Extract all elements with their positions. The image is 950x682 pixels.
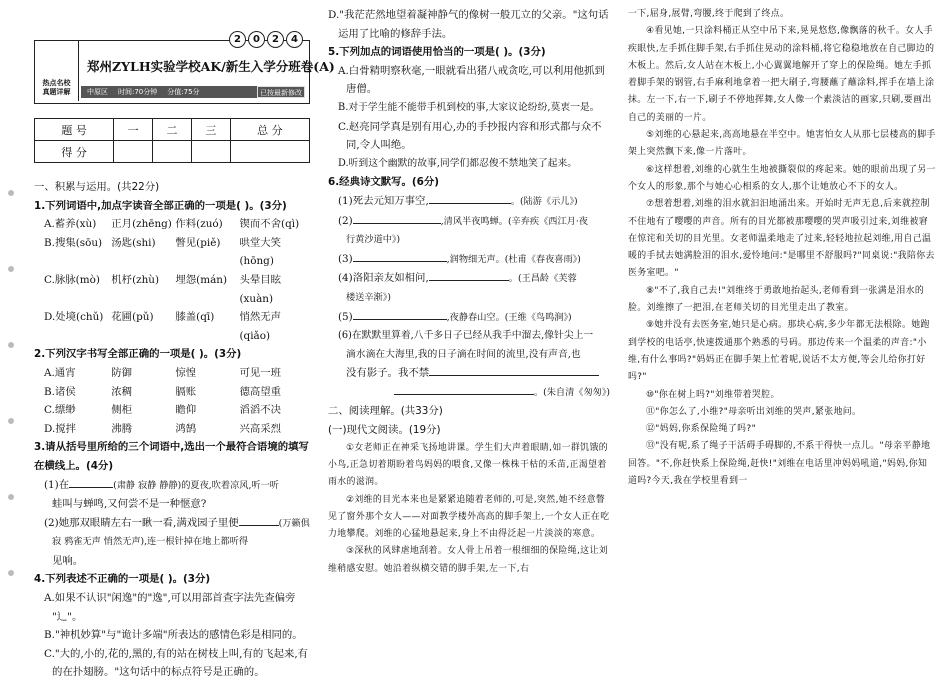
paragraph: ⑨她并没有去医务室,她只是心病。那块心病,多少年都无法根除。她跑到学校的电话亭,快速拨通那个熟悉的号码。那边传来一个温柔的声音:"小维,有什么事吗?"妈妈正在脚手架上忙着呢,说话不太方便,等会儿给你打好吗?"	[628, 320, 930, 383]
answer-blank[interactable]	[353, 308, 447, 320]
score-header-cell: 二	[153, 119, 192, 141]
q4-option-c-cont: 的在扑翅膀。"这句话中的标点符号是正确的。	[52, 666, 265, 679]
exam-header	[34, 34, 335, 104]
q6-line3: (3) ,润物细无声。(杜甫《春夜喜雨》)	[328, 250, 610, 270]
q3-part2-cont: 寂 鸦雀无声 悄然无声),连一根针掉在地上都听得	[52, 536, 249, 548]
answer-blank[interactable]	[429, 364, 599, 376]
paragraph: ⑤刘维的心悬起来,高高地悬在半空中。她害怕女人从那七层楼高的脚手架上突然飘下来,像一片落叶。	[628, 130, 936, 158]
column-2	[318, 0, 618, 672]
q6-line2-cont: 行黄沙道中》)	[346, 234, 401, 246]
answer-blank[interactable]	[69, 476, 113, 488]
score-header-cell: 一	[114, 119, 153, 141]
q6-line2: (2) ,清风半夜鸣蝉。(辛弃疾《西江月·夜	[328, 212, 610, 232]
year-digit: 4	[286, 31, 303, 48]
reading-passage	[328, 440, 610, 578]
question-5: 5.下列加点的词语使用恰当的一项是( )。(3分)	[328, 46, 546, 59]
column-1	[34, 178, 310, 682]
q3-part1-cont: 蛙叫与蝉鸣,又何尝不是一种惬意?	[52, 498, 207, 511]
paragraph: ⑬"没有呢,系了绳子干活碍手碍脚的,不系干得快一点儿。"母亲平静地回答。"不,你赶快系上保险绳,赶快!"刘维在电话里冲妈妈吼道,"妈妈,你知道吗?今天,我在学校里看到一	[628, 441, 931, 487]
paragraph: ⑧"不了,我自己去!"刘维终于勇敢地抬起头,老师看到一张满是泪水的脸。刘维擦了一把泪,在老师关切的目光里走出了教室。	[628, 285, 925, 314]
district: 中原区	[87, 88, 108, 96]
section-heading: 二、阅读理解。(共33分)	[328, 405, 443, 418]
score-row-label: 得 分	[35, 141, 114, 163]
total-score: 分值:75分	[167, 88, 200, 96]
q6-line5: (5) ,夜静春山空。(王维《鸟鸣涧》)	[328, 308, 610, 328]
q5-option-c: C.赵亮同学真是别有用心,办的手抄报内容和形式都与众不	[338, 120, 602, 133]
question-2: 2.下列汉字书写全部正确的一项是( )。(3分)	[34, 348, 242, 361]
column-3	[618, 0, 950, 672]
q4-option-d-cont: 运用了比喻的修辞手法。	[338, 27, 453, 40]
q4-option-a-cont: "辶"。	[52, 610, 83, 623]
q1-options: A.蓄养(xù) 正月(zhēng) 作料(zuó) 锲而不舍(qì) B.搜集(sōu) 汤匙(shi) 瞥见(piě) 哄堂大笑(hōng) C.脉脉(mò) 机杼(zhù) 埋怨(mán) 头晕目眩(xuàn) D.处境(chǔ) 花圃(pǔ) 膝盖(qī) 悄然无声(qiǎo)	[44, 218, 300, 342]
exam-title: 郑州ZYLH实验学校AK/新生入学分班卷(A)	[87, 59, 335, 74]
q6-line6: (6)在默默里算着,八千多日子已经从我手中溜去,像针尖上一	[338, 330, 594, 342]
q6-line6-d: 。(朱自清《匆匆》)	[328, 383, 610, 403]
score-header-cell: 题 号	[35, 119, 114, 141]
q6-line4: (4)洛阳亲友如相问, 。(王昌龄《芙蓉	[328, 269, 610, 289]
q4-option-c: C."大的,小的,花的,黑的,有的站在树枝上叫,有的飞起来,有	[44, 647, 309, 660]
q3-part1: (1)在 (肃静 寂静 静静)的夏夜,吹着凉风,听一听	[34, 476, 310, 496]
header-tag: 热点名校 真题详解	[35, 41, 79, 101]
question-3: 3.请从括号里所给的三个词语中,选出一个最符合语境的填写在横线上。(4分)	[34, 441, 309, 472]
question-6: 6.经典诗文默写。(6分)	[328, 176, 440, 189]
q6-line4-cont: 楼送辛渐》)	[346, 291, 391, 303]
q5-option-b: B.对于学生能不能带手机到校的事,大家议论纷纷,莫衷一是。	[338, 101, 600, 113]
q5-option-a: A.白骨精明察秋毫,一眼就看出猪八戒贪吃,可以利用他抓到	[338, 64, 605, 77]
paragraph: ④看见她,一只涂料桶正从空中吊下来,晃晃悠悠,像飘落的秋千。女人手疾眼快,左手抓住脚手架,右手抓住晃动的涂料桶,将它稳稳地放在自己脚边的木板上。然后,女人站在木板上,小心翼翼地解开了穿上的保险绳。她左手抓着脚手架的钢管,右手麻利地拿着一把大刷子,弯腰蘸了蘸涂料,挥手在墙上涂抹。左一下,右一下,刷子不停地挥舞,女人像一个素淡洁的画家,只刷,要画出自己的美丽的一片。	[628, 26, 935, 123]
paragraph: 一下,屈身,展臂,弯腰,终于爬到了终点。	[628, 9, 790, 19]
paragraph: ⑩"你在树上吗?"刘维带着哭腔。	[646, 389, 780, 400]
time-limit: 时间:70分钟	[118, 88, 158, 96]
answer-blank[interactable]	[353, 250, 447, 262]
year-digit: 0	[248, 31, 265, 48]
paragraph: ①女老师正在神采飞扬地讲课。学生们大声着眼睛,如一群饥饿的小鸟,正急切着期盼着鸟妈妈的喂食,又像一株株干枯的禾苗,正渴望着雨水的滋润。	[328, 442, 608, 488]
score-header-cell: 三	[191, 119, 230, 141]
question-1: 1.下列词语中,加点字读音全部正确的一项是( )。(3分)	[34, 199, 287, 212]
paragraph: ⑪"你怎么了,小维?"母亲听出刘维的哭声,紧张地问。	[646, 406, 862, 417]
year-digit: 2	[267, 31, 284, 48]
year-badge	[229, 31, 303, 48]
score-table	[34, 118, 310, 163]
q6-line6-c: 没有影子。我不禁	[328, 364, 610, 383]
question-4: 4.下列表述不正确的一项是( )。(3分)	[34, 573, 211, 586]
q5-option-d: D.听到这个幽默的故事,同学们都忍俊不禁地笑了起来。	[338, 157, 578, 169]
paragraph: ⑥这样想着,刘维的心就生生地被撕裂似的疼起来。她的眼前出现了另一个女人的形象,那个与她心心相系的女人,那个让她放心不下的女人。	[628, 164, 936, 192]
q6-line6-b: 滴水滴在大海里,我的日子滴在时间的流里,没有声音,也	[346, 348, 581, 360]
q6-line1: (1)死去元知万事空, 。(陆游《示儿》)	[328, 192, 610, 212]
q4-option-d: D."我茫茫然地望着凝神静气的像树一般兀立的父亲。"这句话	[328, 9, 609, 21]
score-cell[interactable]	[230, 141, 309, 163]
paragraph: ⑦想着想着,刘维的泪水就汩汩地涌出来。开始时无声无息,后来就控制不住地有了嘤嘤的声音。所有的目光都被那嘤嘤的哭声吸引过来,刘维被窘在惊诧和关切的目光里。女老师温柔地走了过来,轻轻地拉起刘维,用自己温暖的手拭去她满脸泪的泪水,爱怜地问:"是哪里不舒服吗?"同桌说:"我陪你去医务室吧。"	[628, 199, 935, 279]
score-cell[interactable]	[153, 141, 192, 163]
year-digit: 2	[229, 31, 246, 48]
score-header-cell: 总 分	[230, 119, 309, 141]
q3-part2-end: 见响。	[52, 554, 84, 567]
q5-option-c-cont: 同,令人叫绝。	[346, 139, 412, 152]
answer-blank[interactable]	[429, 269, 509, 281]
answer-blank[interactable]	[239, 514, 279, 526]
paragraph: ③深秋的风肆虐地刮着。女人骨上吊着一根细细的保险绳,这让刘维稍感安慰。她沿着纵横交错的脚手架,左一下,右	[328, 546, 608, 574]
q5-option-a-cont: 唐僧。	[346, 83, 378, 96]
section-heading: 一、积累与运用。(共22分)	[34, 181, 160, 193]
revision-badge: 已按最新修改	[257, 86, 305, 98]
score-cell[interactable]	[191, 141, 230, 163]
paragraph: ②刘维的目光本来也是紧紧追随着老师的,可是,突然,她不经意瞥见了窗外那个女人——对面教学楼外高高的脚手架上,一个女人正在吃力地攀爬。刘维的心猛地悬起来,身上不由得泛起一片淡淡的寒意。	[328, 494, 610, 540]
answer-blank[interactable]	[353, 212, 441, 224]
q3-part2: (2)她那双眼睛左右一瞅一看,满戏园子里便 (万籁俱	[34, 514, 310, 534]
score-cell[interactable]	[114, 141, 153, 163]
answer-blank[interactable]	[394, 383, 534, 395]
subsection-heading: (一)现代文阅读。(19分)	[328, 424, 441, 437]
reading-passage-cont	[628, 0, 936, 490]
q4-option-a: A.如果不认识"闲逸"的"逸",可以用部首查字法先查偏旁	[44, 592, 296, 605]
q2-options: A.通宵 防御 惊惶 可见一班 B.诸侯 浓稠 膈账 德高望重 C.缥缈 侧柜 瞻仰 滔滔不决 D.搅拌 沸腾 鸿鹄 兴高采烈	[44, 366, 282, 435]
binding-marks	[8, 190, 20, 646]
answer-blank[interactable]	[429, 192, 511, 204]
q4-option-b: B."神机妙算"与"诡计多端"所表达的感情色彩是相同的。	[44, 629, 303, 642]
exam-info-bar	[81, 86, 305, 98]
paragraph: ⑫"妈妈,你系保险绳了吗?"	[646, 424, 757, 435]
